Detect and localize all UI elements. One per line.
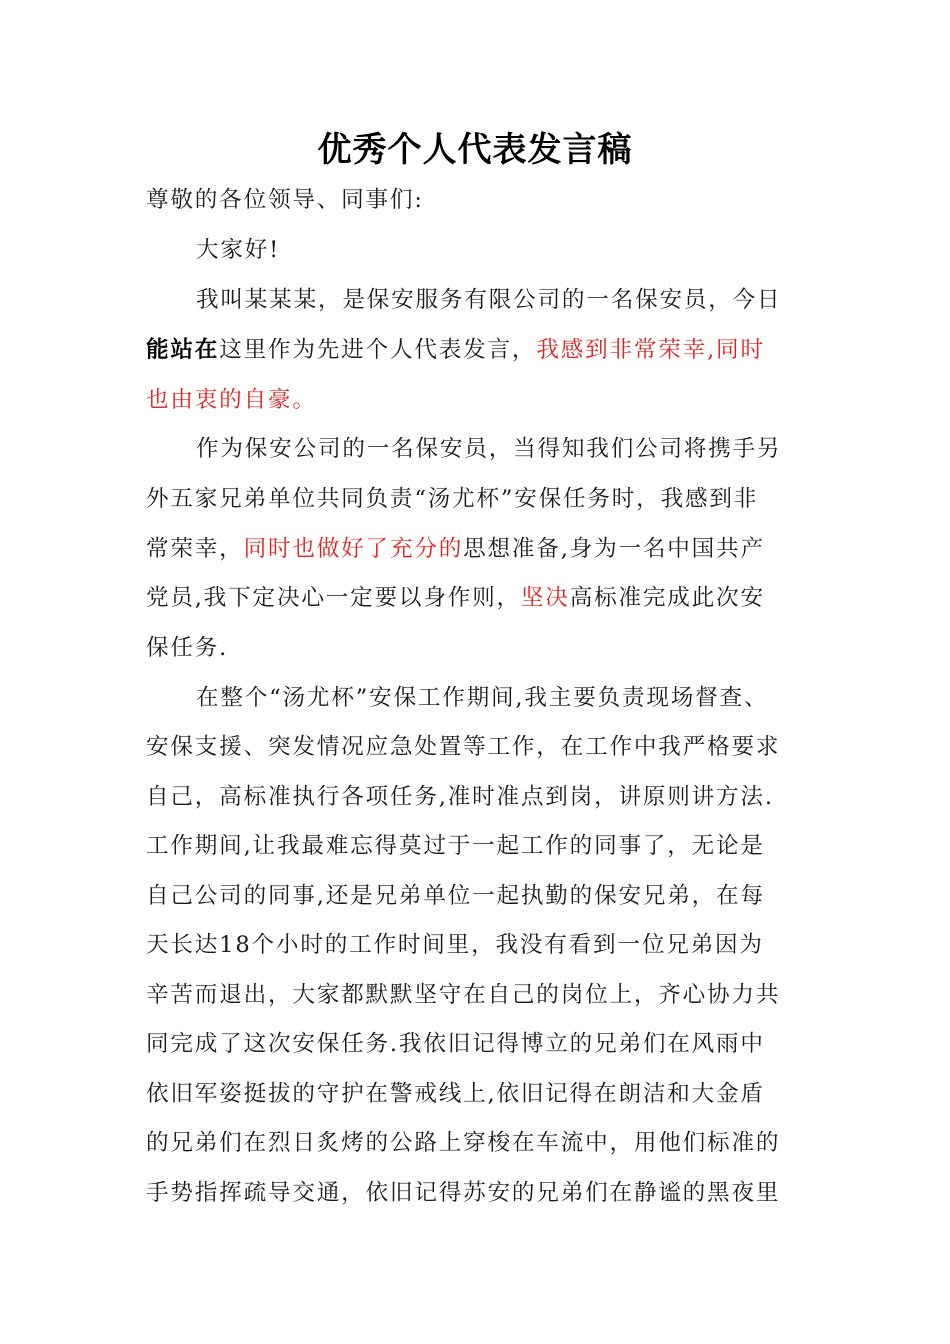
paragraph-3-line-8: 同完成了这次安保任务.我依旧记得博立的兄弟们在风雨中 (146, 1031, 765, 1057)
paragraph-3-line-10: 的兄弟们在烈日炙烤的公路上穿梭在车流中，用他们标准的 (146, 1130, 781, 1156)
body-text: 思想准备,身为一名中国共产 (463, 536, 765, 562)
paragraph-3-line-3: 自己，高标准执行各项任务,准时准点到岗，讲原则讲方法. (146, 784, 774, 810)
paragraph-2-line-2: 外五家兄弟单位共同负责“汤尤杯”安保任务时，我感到非 (146, 486, 759, 512)
paragraph-2-line-1: 作为保安公司的一名保安员，当得知我们公司将携手另 (196, 436, 782, 462)
paragraph-3-line-2: 安保支援、突发情况应急处置等工作，在工作中我严格要求 (146, 734, 781, 760)
body-text: 高标准完成此次安 (569, 585, 765, 611)
paragraph-1-line-2 (146, 325, 826, 375)
paragraph-1-line-3: 也由衷的自豪。 (146, 387, 317, 413)
paragraph-2-line-3 (146, 524, 826, 574)
paragraph-3-line-7: 辛苦而退出，大家都默默坚守在自己的岗位上，齐心协力共 (146, 982, 781, 1008)
paragraph-1-line-1: 我叫某某某，是保安服务有限公司的一名保安员，今日 (196, 287, 782, 313)
paragraph-2-line-4 (146, 573, 826, 623)
paragraph-3-line-6: 天长达18个小时的工作时间里，我没有看到一位兄弟因为 (146, 932, 764, 958)
red-highlight-text: 坚决 (520, 585, 570, 611)
paragraph-2-line-5: 保任务. (146, 635, 229, 661)
paragraph-3-line-11: 手势指挥疏导交通，依旧记得苏安的兄弟们在静谧的黑夜里 (146, 1180, 781, 1206)
red-highlight-text: 我感到非常荣幸,同时 (536, 337, 765, 363)
bold-text: 能站在 (146, 337, 220, 363)
paragraph-3-line-1: 在整个“汤尤杯”安保工作期间,我主要负责现场督查、 (196, 685, 769, 711)
paragraph-3-line-4: 工作期间,让我最难忘得莫过于一起工作的同事了，无论是 (146, 833, 765, 859)
document-title: 优秀个人代表发言稿 (317, 130, 633, 170)
red-highlight-text: 同时也做好了充分的 (243, 536, 464, 562)
paragraph-3-line-9: 依旧军姿挺拔的守护在警戒线上,依旧记得在朗洁和大金盾 (146, 1081, 765, 1107)
paragraph-3-line-5: 自己公司的同事,还是兄弟单位一起执勤的保安兄弟，在每 (146, 883, 765, 909)
greeting: 大家好! (196, 237, 281, 263)
body-text: 常荣幸， (146, 536, 244, 562)
body-text: 这里作为先进个人代表发言， (219, 337, 537, 363)
salutation: 尊敬的各位领导、同事们: (146, 187, 424, 213)
body-text: 党员,我下定决心一定要以身作则， (146, 585, 521, 611)
